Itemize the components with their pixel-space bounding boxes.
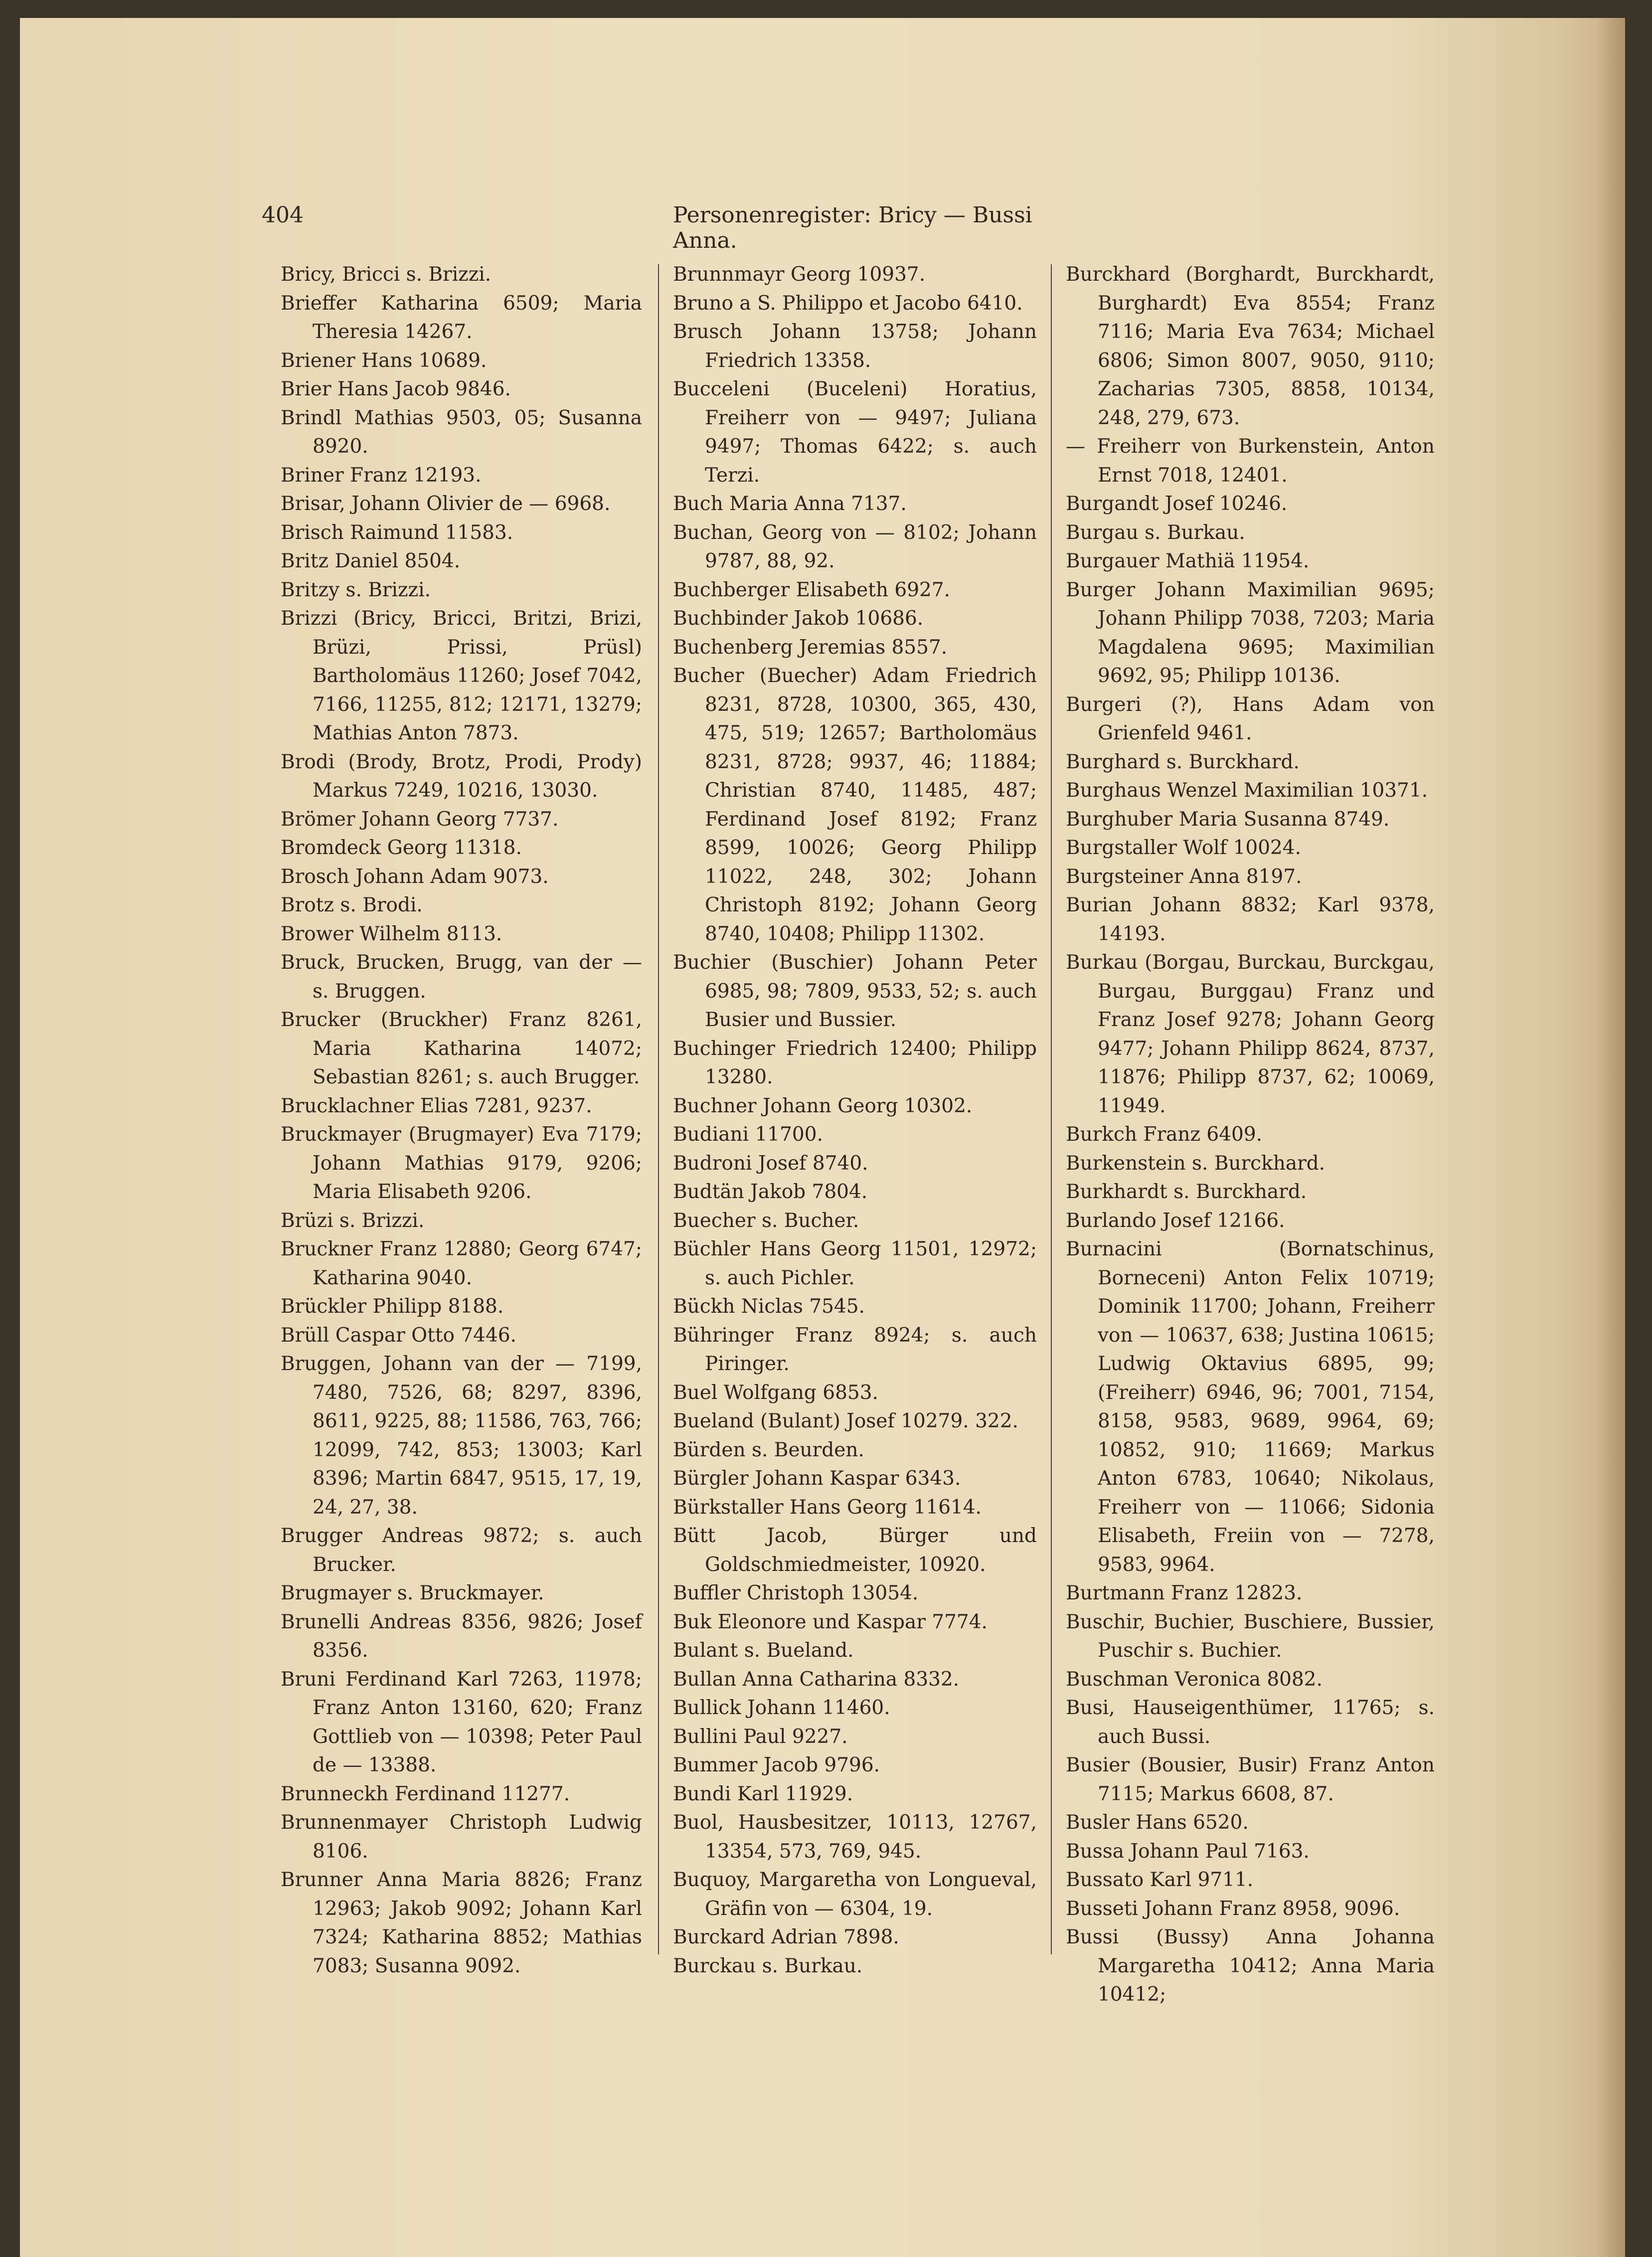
index-entry: Brugger Andreas 9872; s. auch Brucker. (281, 1525, 642, 1576)
page-number: 404 (262, 202, 304, 228)
index-entry: Brugmayer s. Bruckmayer. (281, 1582, 544, 1604)
index-entry: Burgsteiner Anna 8197. (1066, 865, 1302, 888)
index-entry: Brüzi s. Brizzi. (281, 1209, 425, 1232)
index-entry: Brizzi (Bricy, Bricci, Britzi, Brizi, Brüzi, Prissi, Prüsl) Bartholomäus 11260; Josef 7042, 7166, 11255, 812; 12171, 13279; Mathias Anton 7873. (281, 607, 642, 744)
index-entry: Bussa Johann Paul 7163. (1066, 1840, 1310, 1863)
index-entry: Bruni Ferdinand Karl 7263, 11978; Franz Anton 13160, 620; Franz Gottlieb von — 10398; Peter Paul de — 13388. (281, 1668, 642, 1776)
index-entry: Brückler Philipp 8188. (281, 1295, 504, 1318)
index-entry: Brunelli Andreas 8356, 9826; Josef 8356. (281, 1610, 642, 1662)
index-entry: Budroni Josef 8740. (673, 1152, 868, 1175)
index-entry: Busi, Hauseigenthümer, 11765; s. auch Bussi. (1066, 1697, 1435, 1748)
index-entry: Brucker (Bruckher) Franz 8261, Maria Katharina 14072; Sebastian 8261; s. auch Brugger. (281, 1009, 642, 1088)
index-entry: Bruckmayer (Brugmayer) Eva 7179; Johann Mathias 9179, 9206; Maria Elisabeth 9206. (281, 1123, 642, 1203)
index-entry: Burian Johann 8832; Karl 9378, 14193. (1066, 894, 1435, 945)
page-edge-shadow (1595, 18, 1625, 2257)
index-entry: Burckau s. Burkau. (673, 1954, 863, 1977)
index-entry: Bühringer Franz 8924; s. auch Piringer. (673, 1324, 1037, 1375)
index-entry: Burnacini (Bornatschinus, Borneceni) Anton Felix 10719; Dominik 11700; Johann, Freiherr von — 10637, 638; Justina 10615; Ludwig Oktavius 6895, 99; (Freiherr) 6946, 96; 7001, 7154, 8158, 9583, 9689, 9964, 69; 10852, 910; 11669; Markus Anton 6783, 10640; Nikolaus, Freiherr von — 11066; Sidonia Elisabeth, Freiin von — 7278, 9583, 9964. (1066, 1238, 1435, 1576)
index-entry: Brunnenmayer Christoph Ludwig 8106. (281, 1811, 642, 1863)
running-title: Personenregister: Bricy — Bussi Anna. (673, 202, 1032, 253)
index-entry: Bundi Karl 11929. (673, 1782, 853, 1805)
index-entry: Burghard s. Burckhard. (1066, 750, 1300, 773)
index-entry: Brower Wilhelm 8113. (281, 922, 502, 945)
index-entry: Bullick Johann 11460. (673, 1697, 890, 1719)
index-entry: Buchner Johann Georg 10302. (673, 1094, 973, 1117)
index-column-2 (673, 260, 1037, 1977)
index-entry: Budiani 11700. (673, 1123, 823, 1146)
index-entry: Burger Johann Maximilian 9695; Johann Philipp 7038, 7203; Maria Magdalena 9695; Maximilian 9692, 95; Philipp 10136. (1066, 578, 1435, 687)
index-entry: Bulant s. Bueland. (673, 1639, 854, 1662)
index-entry: Bummer Jacob 9796. (673, 1754, 880, 1776)
index-entry: Bürden s. Beurden. (673, 1438, 864, 1461)
index-entry: Busier (Bousier, Busir) Franz Anton 7115; Markus 6608, 87. (1066, 1754, 1435, 1805)
index-entry: Buffler Christoph 13054. (673, 1582, 919, 1604)
index-entry: Burghaus Wenzel Maximilian 10371. (1066, 779, 1428, 802)
index-entry: Brunneckh Ferdinand 11277. (281, 1782, 570, 1805)
index-entry: Buquoy, Margaretha von Longueval, Gräfin von — 6304, 19. (673, 1869, 1037, 1920)
index-entry: Bussi (Bussy) Anna Johanna Margaretha 10412; Anna Maria 10412; (1066, 1926, 1435, 2006)
index-entry: Burkch Franz 6409. (1066, 1123, 1263, 1146)
index-entry: Burkenstein s. Burckhard. (1066, 1152, 1325, 1175)
index-entry: Bruckner Franz 12880; Georg 6747; Katharina 9040. (281, 1238, 642, 1289)
index-entry: — Freiherr von Burkenstein, Anton Ernst 7018, 12401. (1066, 435, 1435, 487)
index-entry: Bussato Karl 9711. (1066, 1869, 1254, 1891)
index-entry: Buchbinder Jakob 10686. (673, 607, 924, 630)
index-entry: Bueland (Bulant) Josef 10279. 322. (673, 1410, 1018, 1432)
index-entry: Bückh Niclas 7545. (673, 1295, 865, 1318)
index-entry: Bromdeck Georg 11318. (281, 837, 522, 859)
index-entry: Burckard Adrian 7898. (673, 1926, 899, 1948)
index-entry: Bullini Paul 9227. (673, 1725, 848, 1748)
column-rule-1 (658, 264, 659, 1954)
index-entry: Bürgler Johann Kaspar 6343. (673, 1467, 961, 1490)
index-entry: Bruno a S. Philippo et Jacobo 6410. (673, 292, 1023, 315)
index-entry: Budtän Jakob 7804. (673, 1181, 868, 1203)
index-entry: Burkhardt s. Burckhard. (1066, 1181, 1307, 1203)
index-entry: Britzy s. Brizzi. (281, 578, 431, 601)
index-entry: Briener Hans 10689. (281, 349, 487, 372)
index-entry: Brüll Caspar Otto 7446. (281, 1324, 516, 1347)
index-entry: Brisch Raimund 11583. (281, 521, 513, 544)
index-entry: Burgau s. Burkau. (1066, 521, 1245, 544)
index-entry: Burgeri (?), Hans Adam von Grienfeld 9461. (1066, 693, 1435, 744)
index-entry: Bürkstaller Hans Georg 11614. (673, 1496, 982, 1519)
index-entry: Brodi (Brody, Brotz, Prodi, Prody) Markus 7249, 10216, 13030. (281, 750, 642, 802)
index-entry: Buchan, Georg von — 8102; Johann 9787, 88, 92. (673, 521, 1037, 572)
index-entry: Brosch Johann Adam 9073. (281, 865, 549, 888)
index-entry: Busler Hans 6520. (1066, 1811, 1249, 1834)
index-entry: Burckhard (Borghardt, Burckhardt, Burghardt) Eva 8554; Franz 7116; Maria Eva 7634; Michael 6806; Simon 8007, 9050, 9110; Zacharias 7305, 8858, 10134, 248, 279, 673. (1066, 263, 1435, 429)
index-entry: Bucceleni (Buceleni) Horatius, Freiherr von — 9497; Juliana 9497; Thomas 6422; s. auch Terzi. (673, 378, 1037, 487)
index-entry: Briner Franz 12193. (281, 464, 482, 487)
index-entry: Brisar, Johann Olivier de — 6968. (281, 493, 611, 515)
index-entry: Buch Maria Anna 7137. (673, 493, 907, 515)
index-entry: Brunnmayr Georg 10937. (673, 263, 926, 286)
index-entry: Brotz s. Brodi. (281, 894, 423, 916)
index-entry: Bütt Jacob, Bürger und Goldschmiedmeister, 10920. (673, 1525, 1037, 1576)
index-entry: Buk Eleonore und Kaspar 7774. (673, 1610, 988, 1633)
index-entry: Buchinger Friedrich 12400; Philipp 13280. (673, 1037, 1037, 1088)
index-entry: Brieffer Katharina 6509; Maria Theresia 14267. (281, 292, 642, 343)
index-entry: Buol, Hausbesitzer, 10113, 12767, 13354, 573, 769, 945. (673, 1811, 1037, 1863)
index-entry: Buel Wolfgang 6853. (673, 1381, 878, 1404)
index-entry: Bruck, Brucken, Brugg, van der — s. Bruggen. (281, 951, 642, 1003)
index-entry: Busseti Johann Franz 8958, 9096. (1066, 1897, 1400, 1920)
index-entry: Bricy, Bricci s. Brizzi. (281, 263, 492, 286)
index-entry: Burgstaller Wolf 10024. (1066, 837, 1302, 859)
index-entry: Brömer Johann Georg 7737. (281, 808, 559, 831)
column-rule-2 (1051, 264, 1052, 1954)
index-entry: Buschman Veronica 8082. (1066, 1668, 1323, 1691)
index-entry: Brucklachner Elias 7281, 9237. (281, 1094, 592, 1117)
index-entry: Burghuber Maria Susanna 8749. (1066, 808, 1390, 831)
index-entry: Burlando Josef 12166. (1066, 1209, 1285, 1232)
index-entry: Buschir, Buchier, Buschiere, Bussier, Puschir s. Buchier. (1066, 1610, 1435, 1662)
index-column-1 (281, 260, 642, 1977)
index-entry: Brusch Johann 13758; Johann Friedrich 13358. (673, 321, 1037, 372)
page-header (262, 202, 1089, 253)
index-entry: Brindl Mathias 9503, 05; Susanna 8920. (281, 406, 642, 458)
index-entry: Buchier (Buschier) Johann Peter 6985, 98; 7809, 9533, 52; s. auch Busier und Bussier. (673, 951, 1037, 1031)
index-entry: Burkau (Borgau, Burckau, Burckgau, Burgau, Burggau) Franz und Franz Josef 9278; Johann Georg 9477; Johann Philipp 8624, 8737, 11876; Philipp 8737, 62; 10069, 11949. (1066, 951, 1435, 1117)
index-entry: Buchberger Elisabeth 6927. (673, 578, 951, 601)
index-entry: Burgauer Mathiä 11954. (1066, 550, 1310, 572)
index-entry: Brier Hans Jacob 9846. (281, 378, 511, 400)
index-entry: Britz Daniel 8504. (281, 550, 461, 572)
index-entry: Burgandt Josef 10246. (1066, 493, 1288, 515)
index-entry: Burtmann Franz 12823. (1066, 1582, 1303, 1604)
index-entry: Bullan Anna Catharina 8332. (673, 1668, 960, 1691)
index-entry: Buecher s. Bucher. (673, 1209, 859, 1232)
index-entry: Bucher (Buecher) Adam Friedrich 8231, 8728, 10300, 365, 430, 475, 519; 12657; Bartholomäus 8231, 8728; 9937, 46; 11884; Christian 8740, 11485, 487; Ferdinand Josef 8192; Franz 8599, 10026; Georg Philipp 11022, 248, 302; Johann Christoph 8192; Johann Georg 8740, 10408; Philipp 11302. (673, 665, 1037, 945)
index-column-3 (1066, 260, 1435, 2006)
index-entry: Buchenberg Jeremias 8557. (673, 636, 948, 659)
index-entry: Brunner Anna Maria 8826; Franz 12963; Jakob 9092; Johann Karl 7324; Katharina 8852; Mathias 7083; Susanna 9092. (281, 1869, 642, 1977)
index-entry: Büchler Hans Georg 11501, 12972; s. auch Pichler. (673, 1238, 1037, 1289)
index-entry: Bruggen, Johann van der — 7199, 7480, 7526, 68; 8297, 8396, 8611, 9225, 88; 11586, 763, 766; 12099, 742, 853; 13003; Karl 8396; Martin 6847, 9515, 17, 19, 24, 27, 38. (281, 1353, 642, 1519)
